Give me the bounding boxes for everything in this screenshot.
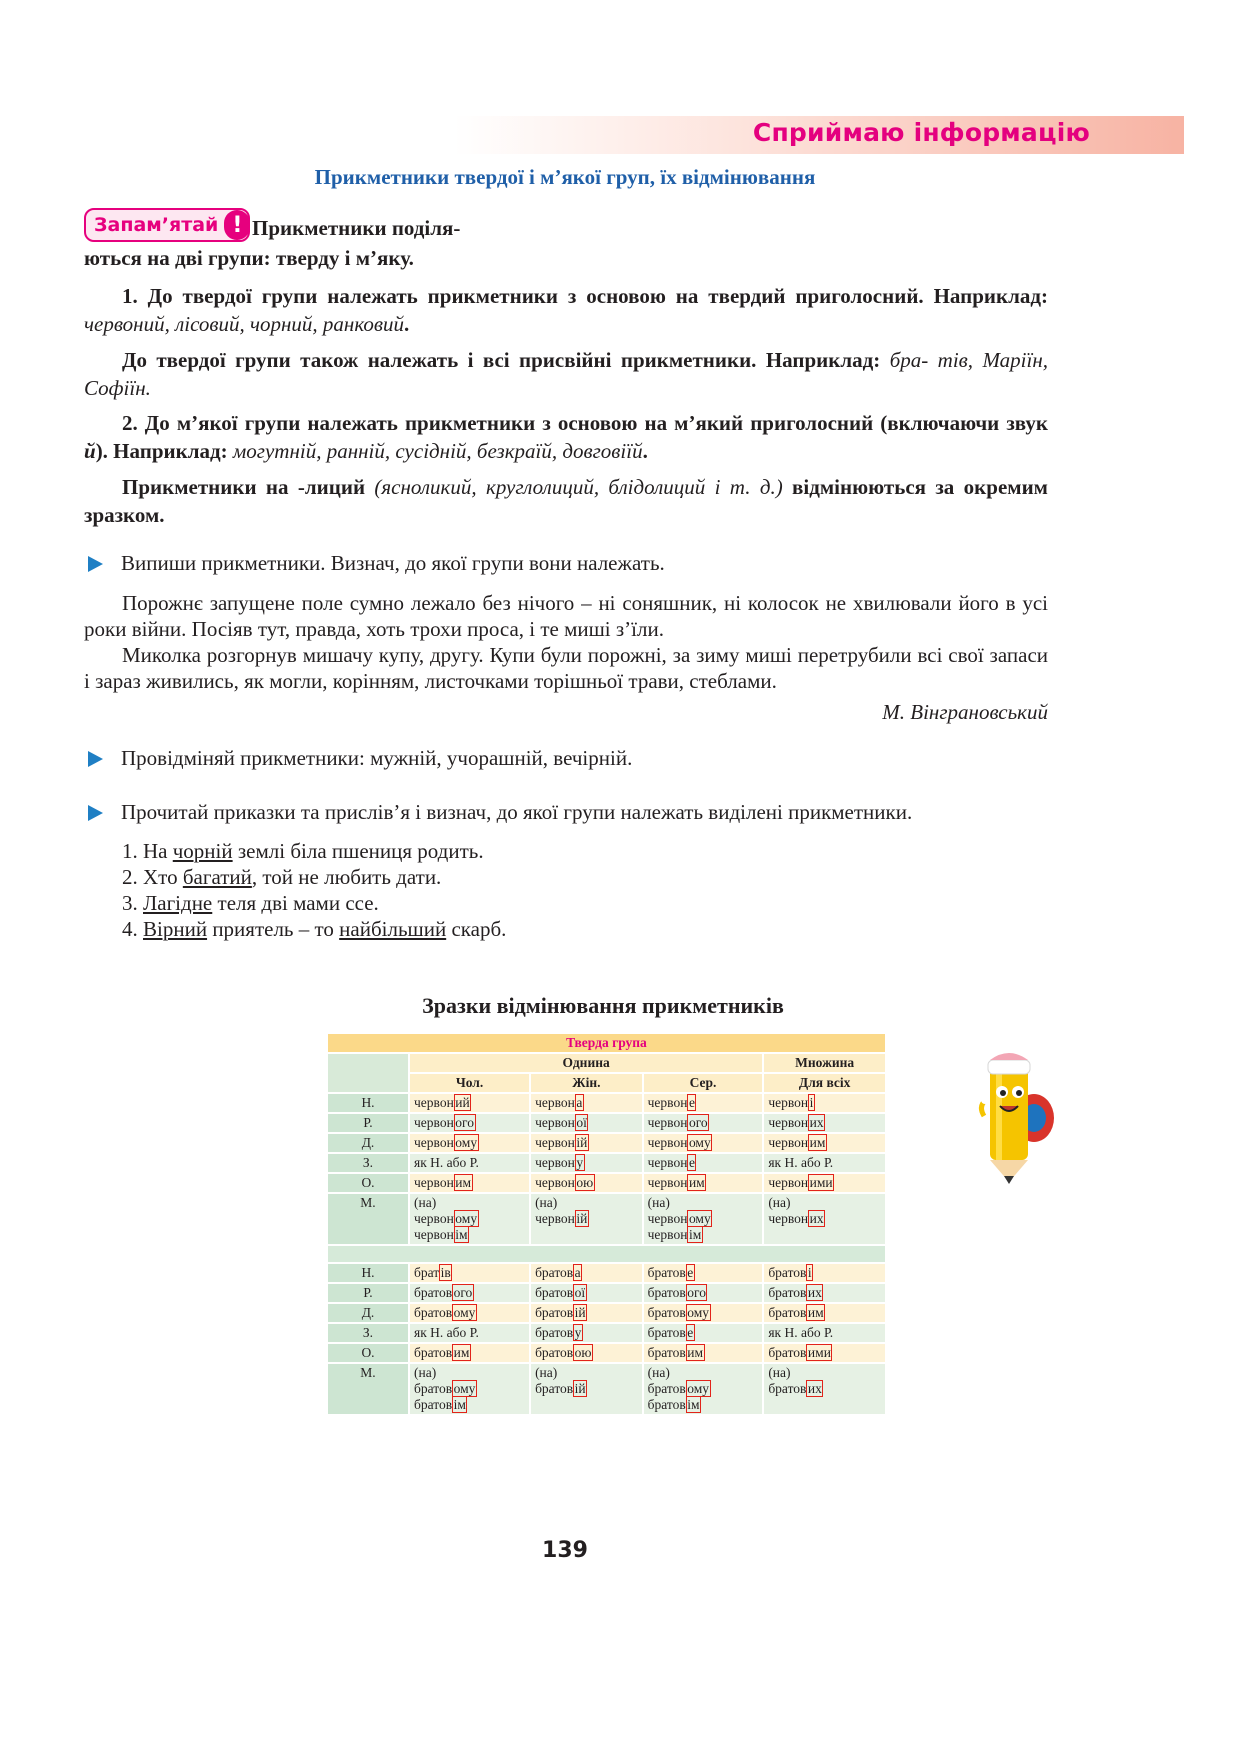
rule-3-text: 2. До м’якої групи належать прикметники з основою на м’який приголосний (включаючи звук (122, 411, 1048, 435)
table-row: Р. червон ого червон ої червон ого червон их (328, 1114, 885, 1132)
table-row: З. як Н. або Р. червон у червон е як Н. або Р. (328, 1154, 885, 1172)
remember-line2: ються на дві групи: тверду і м’яку. (84, 246, 414, 270)
task-2-instruction: Провідміняй прикметники: мужній, учорашній, вечірній. (121, 746, 633, 770)
author: М. Вінграновський (882, 700, 1048, 724)
page-number: 139 (542, 1538, 588, 1563)
table-row: Д. братов ому братов ій братов ому братов им (328, 1304, 885, 1322)
table-row: М. (на) братов ому братов ім (на) братов ій (на) братов ому братов ім (на) братов их (328, 1364, 885, 1414)
group-label: Тверда група (328, 1034, 885, 1052)
rule-2 (84, 346, 1048, 402)
table-row: О. червон им червон ою червон им червон ими (328, 1174, 885, 1192)
declension-table (326, 1032, 887, 1416)
table-row: З. як Н. або Р. братов у братов е як Н. або Р. (328, 1324, 885, 1342)
table-row: Р. братов ого братов ої братов ого братов их (328, 1284, 885, 1302)
plural-header: Множина (764, 1054, 885, 1072)
task-1 (88, 551, 665, 576)
proverb-list (122, 838, 506, 942)
rule-1-end: . (404, 312, 410, 336)
rule-3-end: . (642, 439, 648, 463)
table-row: Д. червон ому червон ій червон ому червон им (328, 1134, 885, 1152)
section-title: Сприймаю інформацію (752, 118, 1090, 147)
table-row: М. (на) червон ому червон ім (на) червон ій (на) червон ому червон ім (на) червон их (328, 1194, 885, 1244)
remember-lead-rest: поділя- (386, 216, 461, 240)
task-1-instruction: Випиши прикметники. Визнач, до якої групи вони належать. (121, 551, 665, 575)
proverb-item: 1. На чорній землі біла пшениця родить. (122, 839, 484, 863)
col-neut: Сер. (644, 1074, 763, 1092)
remember-badge-label: Запам’ятай (94, 214, 219, 236)
task-1-paragraph-1: Порожнє запущене поле сумно лежало без нічого – ні соняшник, ні колосок не хвилювали його в усі роки війни. Посіяв тут, правда, хоть трохи проса, і те миші з’їли. (84, 591, 1048, 641)
exclamation-icon: ! (224, 210, 250, 240)
task-1-paragraph-2: Миколка розгорнув мишачу купу, другу. Купи були порожні, за зиму миші перетрубили всі свої запаси і зараз живились, як могли, корінням, листочками торішньої трави, стеблами. (84, 643, 1048, 693)
task-3-instruction: Прочитай приказки та прислів’я і визнач, до якої групи належать виділені прикметники. (121, 800, 913, 824)
table-group-header (328, 1034, 885, 1052)
col-masc: Чол. (410, 1074, 529, 1092)
rule-1-text: 1. До твердої групи належать прикметники з основою на твердий приголосний. Наприклад: (122, 284, 1048, 308)
case-header (328, 1054, 408, 1092)
triangle-bullet-icon (88, 751, 103, 767)
rule-2-text: До твердої групи також належать і всі присвійні прикметники. Наприклад: (122, 348, 881, 372)
rule-4-text: Прикметники на -лиций (122, 475, 366, 499)
singular-header: Однина (410, 1054, 762, 1072)
table-row: Н. червон ий червон а червон е червон і (328, 1094, 885, 1112)
remember-badge (84, 208, 250, 242)
table-number-header (328, 1054, 885, 1072)
rule-2-examples: бра- тів, Маріїн, Софіїн. (84, 348, 1048, 400)
proverb-item: 3. Лагідне теля дві мами ссе. (122, 891, 379, 915)
rule-1-examples: червоний, лісовий, чорний, ранковий (84, 312, 404, 336)
rule-4-text2: відмінюються за окремим зразком. (84, 475, 1048, 527)
task-3 (88, 800, 912, 825)
col-all: Для всіх (764, 1074, 885, 1092)
pencil-mascot-icon (976, 1046, 1058, 1190)
col-fem: Жін. (531, 1074, 642, 1092)
triangle-bullet-icon (88, 805, 103, 821)
rule-4-examples: (ясноликий, круглолиций, блідолиций і т. д.) (365, 475, 783, 499)
rule-3-sound: й (84, 439, 96, 463)
rule-3-examples: могутній, ранній, сусідній, безкраїй, довговіїй (227, 439, 643, 463)
proverb-item: 4. Вірний приятель – то найбільший скарб. (122, 917, 507, 941)
table-gender-header (328, 1074, 885, 1092)
table-gap (328, 1246, 885, 1262)
rule-4 (84, 473, 1048, 529)
topic-title: Прикметники твердої і м’якої груп, їх відмінювання (314, 165, 816, 189)
rule-3-text2: ). Наприклад: (95, 439, 228, 463)
task-2 (88, 746, 632, 771)
rule-1 (84, 282, 1048, 338)
proverb-item: 2. Хто багатий, той не любить дати. (122, 865, 442, 889)
remember-lead-strong: Прикметники (252, 216, 387, 240)
table-title: Зразки відмінювання прикметників (422, 993, 784, 1018)
rule-3 (84, 409, 1048, 465)
remember-lead (252, 216, 460, 241)
triangle-bullet-icon (88, 556, 103, 572)
table-row: Н. брат ів братов а братов е братов і (328, 1264, 885, 1282)
table-row: О. братов им братов ою братов им братов ими (328, 1344, 885, 1362)
